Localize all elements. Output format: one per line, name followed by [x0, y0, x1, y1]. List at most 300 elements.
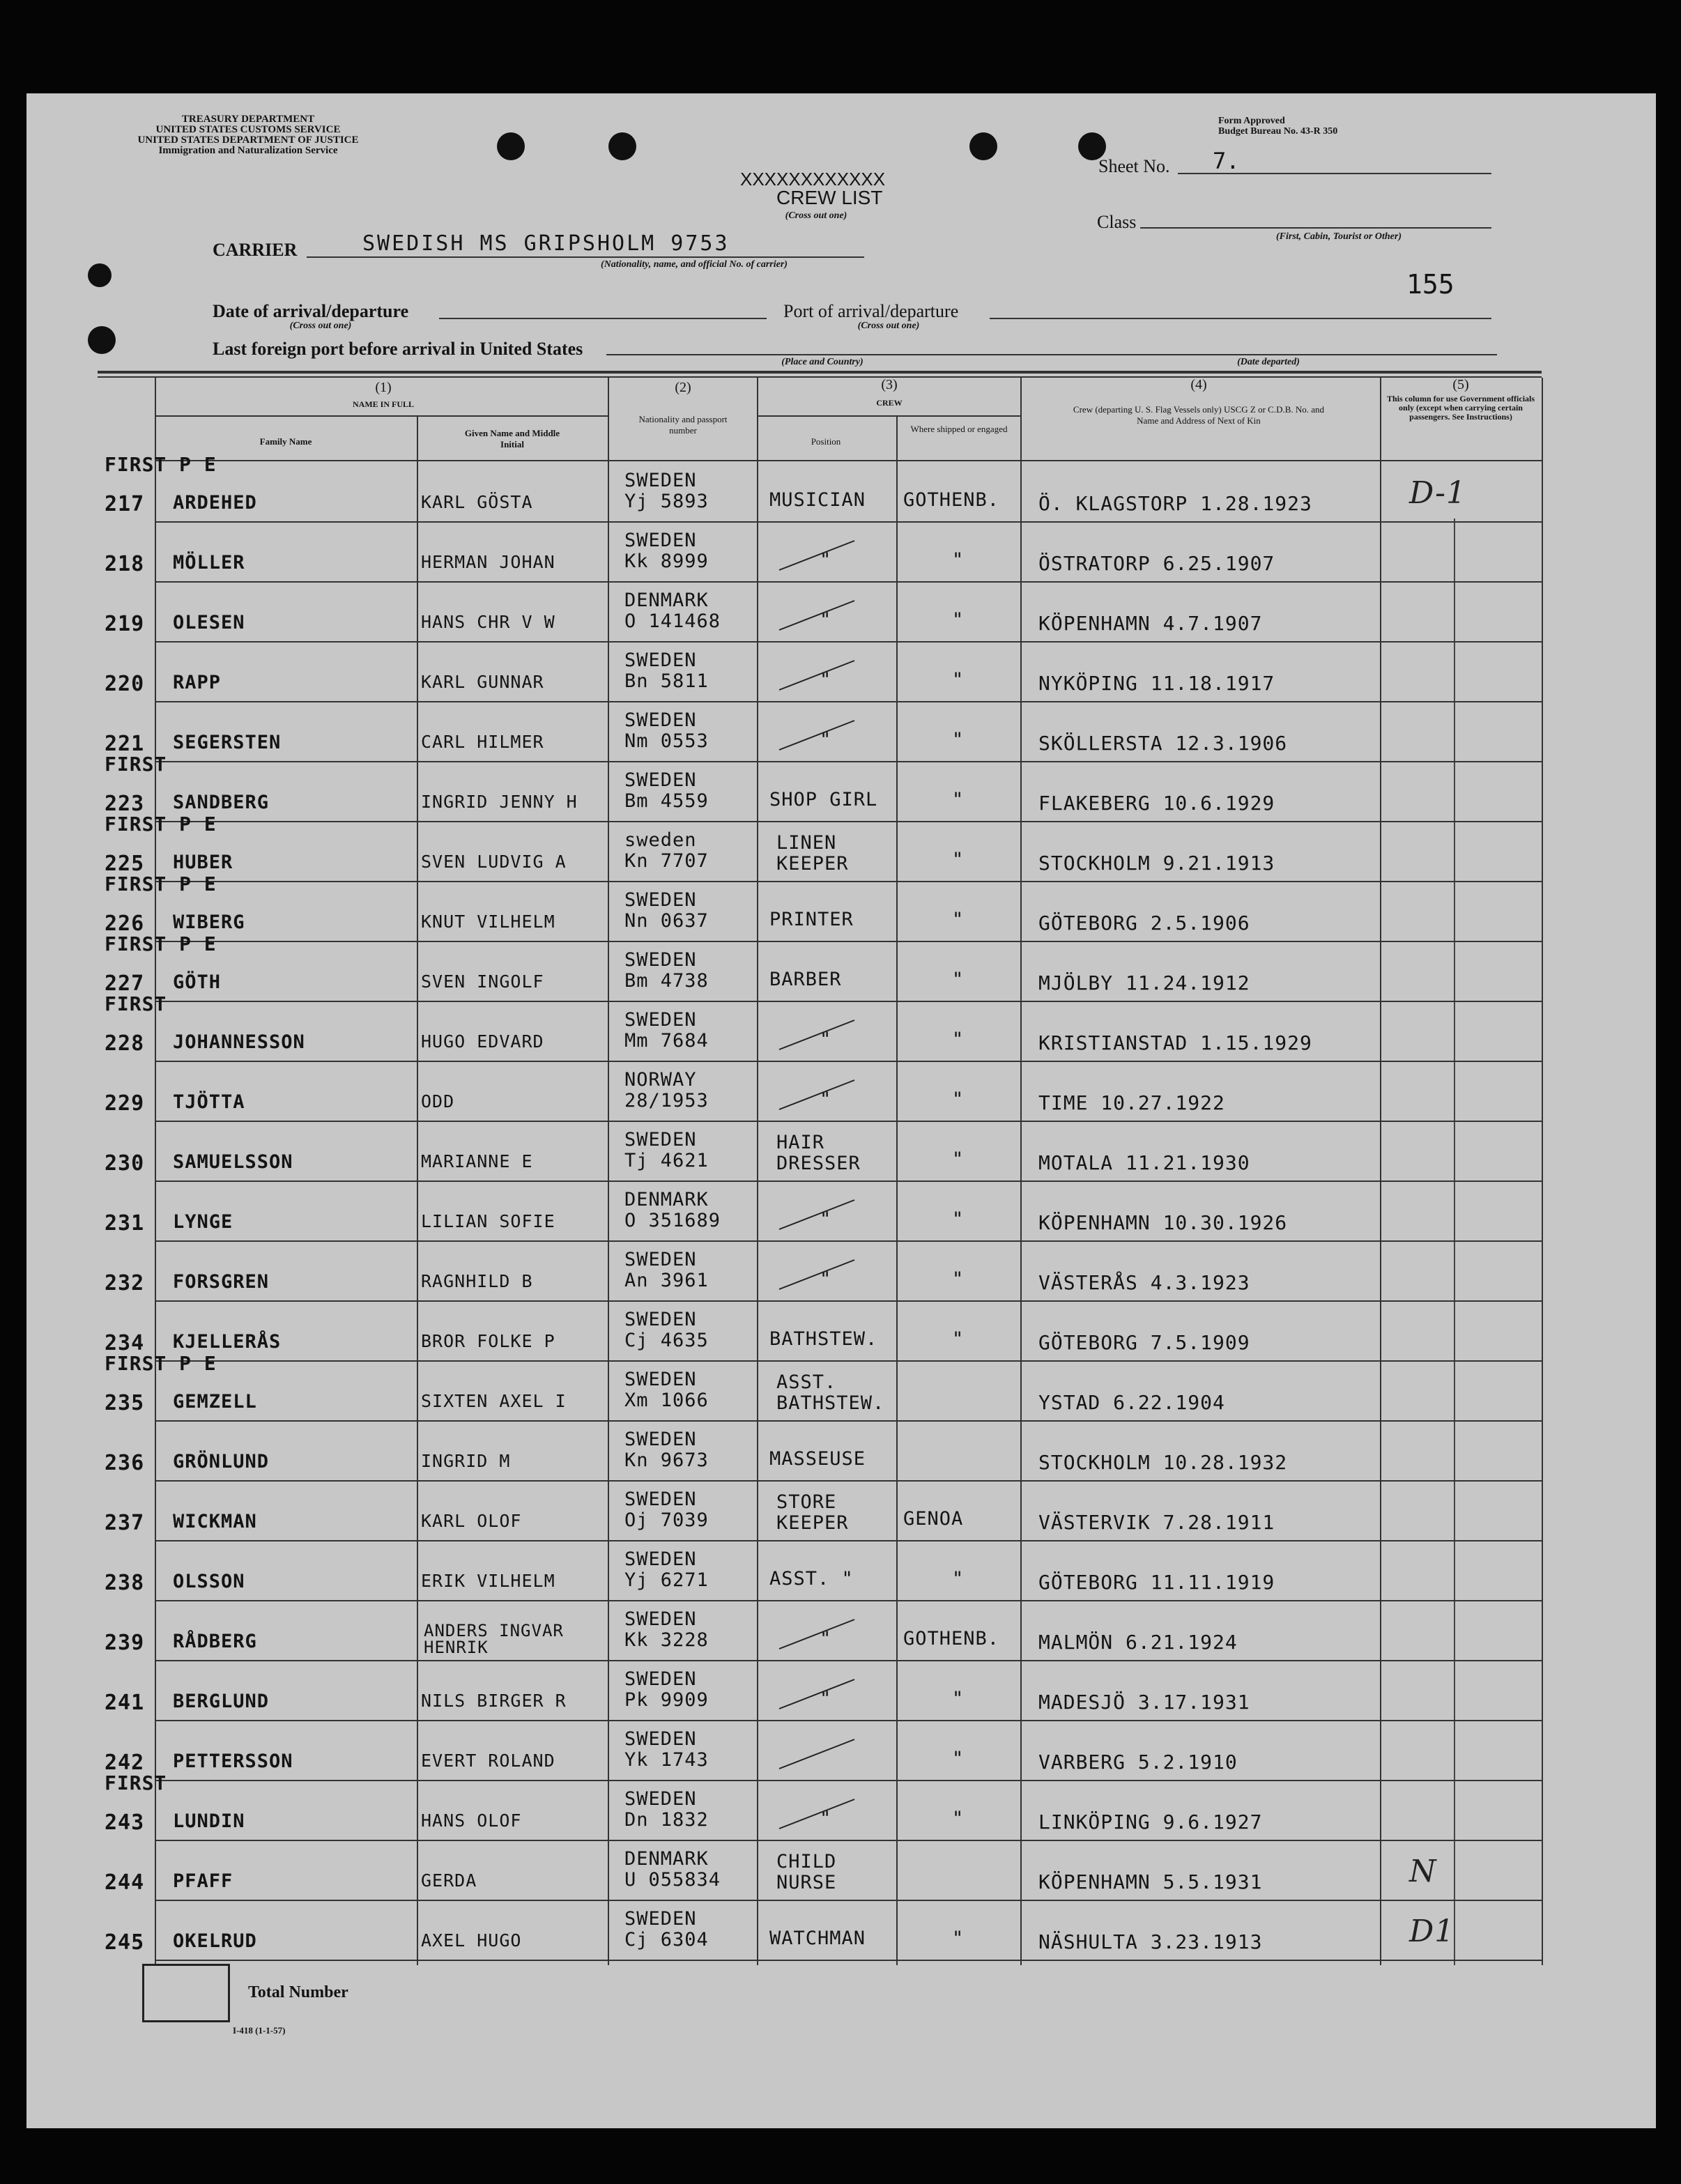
row-rule: [155, 1540, 1542, 1541]
slash-stroke: [779, 1260, 854, 1289]
col3-number: (3): [881, 377, 898, 392]
last-port-underline: [606, 354, 1497, 355]
given-name: HERMAN JOHAN: [421, 552, 555, 572]
family-name: LUNDIN: [173, 1810, 245, 1832]
col-rule: [608, 378, 609, 1965]
nationality: SWEDEN: [624, 1309, 697, 1330]
next-of-kin: VÄSTERVIK 7.28.1911: [1038, 1511, 1275, 1534]
passport-number: Kk 3228: [624, 1629, 709, 1651]
carrier-value: SWEDISH MS GRIPSHOLM 9753: [362, 231, 730, 256]
family-name: OKELRUD: [173, 1930, 257, 1952]
slash-stroke: [779, 1200, 854, 1229]
ditto-slash-mark: [775, 715, 859, 757]
family-name: RAPP: [173, 672, 222, 693]
row-rule: [155, 1240, 1542, 1242]
shipped-at: ": [952, 549, 965, 571]
family-name: SAMUELSSON: [173, 1151, 293, 1173]
approval-line: Form Approved: [1218, 116, 1285, 126]
row-rule: [155, 1061, 1542, 1062]
given-name: LILIAN SOFIE: [421, 1211, 555, 1231]
crew-number: 243: [105, 1810, 145, 1835]
col4-number: (4): [1190, 377, 1207, 392]
family-name: OLESEN: [173, 612, 245, 633]
position-line2: KEEPER: [776, 853, 849, 875]
row-rule: [155, 521, 1542, 523]
col3-sub-rule: [757, 415, 1020, 417]
position: ": [820, 669, 832, 691]
punch-hole: [88, 326, 116, 354]
slash-stroke: [779, 1020, 854, 1049]
passport-number: Cj 6304: [624, 1929, 709, 1951]
passport-number: Bm 4559: [624, 790, 709, 812]
passport-number: An 3961: [624, 1270, 709, 1291]
position-line2: KEEPER: [776, 1512, 849, 1534]
nationality: NORWAY: [624, 1069, 697, 1091]
row-rule: [155, 1600, 1542, 1601]
family-name: PETTERSSON: [173, 1751, 293, 1772]
passport-number: O 351689: [624, 1210, 721, 1231]
position-line2: BATHSTEW.: [776, 1392, 885, 1414]
given-name: GERDA: [421, 1870, 477, 1891]
shipped-at: ": [952, 609, 965, 631]
shipped-at: ": [952, 1688, 965, 1709]
row-rule: [155, 581, 1542, 583]
col5-number: (5): [1452, 377, 1469, 392]
last-port-label: Last foreign port before arrival in United States: [213, 339, 583, 359]
slash-stroke: [779, 1799, 854, 1829]
passport-number: O 141468: [624, 610, 721, 632]
nationality: SWEDEN: [624, 1009, 697, 1031]
next-of-kin: GÖTEBORG 7.5.1909: [1038, 1331, 1250, 1354]
crew-number: 217: [105, 492, 145, 516]
agency-line: TREASURY DEPARTMENT: [181, 114, 315, 125]
family-name: FORSGREN: [173, 1271, 270, 1293]
ditto-slash-mark: [775, 535, 859, 577]
class-note: FIRST P E: [105, 932, 217, 955]
passport-number: Nn 0637: [624, 910, 709, 932]
official-mark: D-1: [1409, 475, 1466, 511]
position-line2: DRESSER: [776, 1153, 861, 1174]
total-number-label: Total Number: [248, 1983, 348, 2001]
next-of-kin: MADESJÖ 3.17.1931: [1038, 1691, 1250, 1714]
next-of-kin: LINKÖPING 9.6.1927: [1038, 1810, 1263, 1833]
col5-pencil-rule: [1454, 518, 1455, 1965]
given-name: CARL HILMER: [421, 732, 544, 752]
given-name: ANDERS INGVAR: [424, 1621, 564, 1640]
crew-number: 237: [105, 1511, 145, 1535]
family-name: WIBERG: [173, 912, 245, 933]
passport-number: Yj 6271: [624, 1569, 709, 1591]
passport-number: Cj 4635: [624, 1330, 709, 1351]
punch-hole: [88, 263, 112, 287]
col-rule: [155, 378, 156, 1965]
ditto-slash-mark: [775, 1734, 859, 1776]
family-name: ARDEHED: [173, 492, 257, 514]
next-of-kin: FLAKEBERG 10.6.1929: [1038, 792, 1275, 815]
next-of-kin: KÖPENHAMN 5.5.1931: [1038, 1870, 1263, 1893]
col3-position-header: Position: [811, 436, 841, 447]
shipped-at: ": [952, 669, 965, 691]
shipped-at: ": [952, 1928, 965, 1949]
shipped-at: ": [952, 1748, 965, 1769]
position: ": [820, 1808, 832, 1829]
nationality: SWEDEN: [624, 649, 697, 671]
family-name: SEGERSTEN: [173, 732, 282, 753]
col-rule: [1380, 378, 1381, 1965]
given-name: SVEN INGOLF: [421, 971, 544, 992]
shipped-at: ": [952, 1808, 965, 1829]
slash-stroke: [779, 721, 854, 750]
next-of-kin: MALMÖN 6.21.1924: [1038, 1631, 1238, 1654]
port-label: Port of arrival/departure: [783, 301, 959, 321]
nationality: SWEDEN: [624, 530, 697, 551]
nationality: SWEDEN: [624, 1249, 697, 1270]
row-rule: [155, 701, 1542, 702]
family-name: OLSSON: [173, 1571, 245, 1592]
next-of-kin: MOTALA 11.21.1930: [1038, 1151, 1250, 1174]
date-note: (Cross out one): [289, 321, 352, 331]
given-name: MARIANNE E: [421, 1151, 533, 1171]
passport-number: Bn 5811: [624, 670, 709, 692]
class-note: FIRST P E: [105, 453, 217, 476]
position: ": [820, 549, 832, 571]
given-name: INGRID M: [421, 1451, 511, 1471]
given-name: AXEL HUGO: [421, 1930, 522, 1951]
ditto-slash-mark: [775, 1674, 859, 1716]
agency-block: [95, 114, 401, 156]
crew-number: 227: [105, 971, 145, 996]
row-rule: [155, 1121, 1542, 1122]
nationality: SWEDEN: [624, 1548, 697, 1570]
next-of-kin: SKÖLLERSTA 12.3.1906: [1038, 732, 1288, 755]
col5-title: This column for use Government officials only (except when carrying certain passengers. See Instructions): [1386, 394, 1535, 422]
table-top-rule: [98, 371, 1542, 374]
row-rule: [155, 1181, 1542, 1182]
next-of-kin: VARBERG 5.2.1910: [1038, 1751, 1238, 1774]
form-code: I-418 (1-1-57): [233, 2025, 286, 2036]
sheet-value: 7.: [1213, 148, 1240, 174]
official-mark: N: [1409, 1854, 1437, 1889]
row-rule: [155, 761, 1542, 762]
col1-given-header: Given Name and Middle Initial: [464, 428, 560, 449]
position: MUSICIAN: [769, 489, 866, 511]
crew-number: 228: [105, 1031, 145, 1056]
crew-number: 234: [105, 1331, 145, 1355]
passport-number: 28/1953: [624, 1090, 709, 1112]
passport-number: Yj 5893: [624, 491, 709, 512]
position: ": [820, 609, 832, 631]
nationality: SWEDEN: [624, 1668, 697, 1690]
row-rule: [155, 1720, 1542, 1721]
class-note: FIRST P E: [105, 872, 217, 895]
date-departed-note: (Date departed): [1237, 357, 1300, 367]
position: MASSEUSE: [769, 1448, 866, 1470]
shipped-at: ": [952, 729, 965, 751]
position: ": [820, 1688, 832, 1709]
row-rule: [155, 1480, 1542, 1482]
next-of-kin: KÖPENHAMN 4.7.1907: [1038, 612, 1263, 635]
row-rule: [155, 1780, 1542, 1781]
family-name: MÖLLER: [173, 552, 245, 574]
position: WATCHMAN: [769, 1928, 866, 1949]
nationality: DENMARK: [624, 590, 709, 611]
next-of-kin: GÖTEBORG 11.11.1919: [1038, 1571, 1275, 1594]
ditto-slash-mark: [775, 1614, 859, 1656]
crew-number: 220: [105, 672, 145, 696]
position: STORE: [776, 1491, 837, 1513]
position: ": [820, 729, 832, 751]
next-of-kin: Ö. KLAGSTORP 1.28.1923: [1038, 492, 1312, 515]
given-name: KNUT VILHELM: [421, 912, 555, 932]
col4-title: Crew (departing U. S. Flag Vessels only) USCG Z or C.D.B. No. and Name and Address of Next of Kin: [1073, 404, 1325, 426]
port-note: (Cross out one): [857, 321, 920, 331]
slash-stroke: [779, 1620, 854, 1649]
given-name: HUGO EDVARD: [421, 1031, 544, 1052]
position: PRINTER: [769, 909, 854, 930]
title-note: (Cross out one): [785, 210, 847, 221]
crew-number: 231: [105, 1211, 145, 1236]
given-name: BROR FOLKE P: [421, 1331, 555, 1351]
crew-number: 226: [105, 912, 145, 936]
family-name: BERGLUND: [173, 1691, 270, 1712]
passport-number: Tj 4621: [624, 1150, 709, 1171]
col-rule: [1020, 378, 1022, 1965]
total-number-box: [142, 1964, 230, 2022]
shipped-at: ": [952, 849, 965, 870]
agency-line: UNITED STATES CUSTOMS SERVICE: [155, 124, 341, 135]
crew-number: 236: [105, 1451, 145, 1475]
given-name: ERIK VILHELM: [421, 1571, 555, 1591]
nationality: SWEDEN: [624, 1429, 697, 1450]
given-name: KARL OLOF: [421, 1511, 522, 1531]
slash-stroke: [779, 1679, 854, 1709]
nationality: SWEDEN: [624, 1788, 697, 1810]
table-top-rule-2: [98, 376, 1542, 378]
nationality: SWEDEN: [624, 1608, 697, 1630]
crew-number: 219: [105, 612, 145, 636]
given-name: RAGNHILD B: [421, 1271, 533, 1291]
col-rule: [896, 415, 898, 1965]
row-rule: [155, 1360, 1542, 1362]
family-name: GÖTH: [173, 971, 222, 993]
shipped-at: ": [952, 1328, 965, 1350]
position: ": [820, 1089, 832, 1110]
family-name: WICKMAN: [173, 1511, 257, 1532]
nationality: SWEDEN: [624, 1129, 697, 1151]
shipped-at: GOTHENB.: [903, 1628, 1000, 1649]
given-name: HANS CHR V W: [421, 612, 555, 632]
nationality: sweden: [624, 829, 697, 851]
crew-number: 238: [105, 1571, 145, 1595]
ditto-slash-mark: [775, 1194, 859, 1236]
given-name-line2: HENRIK: [424, 1638, 489, 1657]
given-name: KARL GUNNAR: [421, 672, 544, 692]
position: HAIR: [776, 1132, 825, 1153]
shipped-at: ": [952, 1148, 965, 1170]
nationality: SWEDEN: [624, 889, 697, 911]
page-number: 155: [1406, 269, 1454, 300]
col3-title: CREW: [876, 398, 903, 408]
sheet-label: Sheet No.: [1098, 156, 1170, 176]
position: SHOP GIRL: [769, 789, 878, 810]
col1-title: NAME IN FULL: [352, 399, 414, 409]
carrier-label: CARRIER: [213, 240, 298, 260]
row-rule: [155, 641, 1542, 643]
nationality: SWEDEN: [624, 949, 697, 971]
shipped-at: ": [952, 1029, 965, 1050]
date-label: Date of arrival/departure: [213, 301, 409, 321]
date-underline: [439, 318, 767, 319]
shipped-at: ": [952, 1208, 965, 1230]
position: ASST. ": [769, 1568, 854, 1590]
position: BARBER: [769, 969, 842, 990]
col3-shipped-header: Where shipped or engaged: [910, 424, 1008, 434]
next-of-kin: KRISTIANSTAD 1.15.1929: [1038, 1031, 1312, 1054]
shipped-at: ": [952, 969, 965, 990]
shipped-at: GOTHENB.: [903, 489, 1000, 511]
next-of-kin: NYKÖPING 11.18.1917: [1038, 672, 1275, 695]
shipped-at: ": [952, 1568, 965, 1590]
col1-number: (1): [375, 380, 392, 395]
family-name: HUBER: [173, 852, 233, 873]
family-name: RÅDBERG: [173, 1631, 257, 1652]
position-line2: NURSE: [776, 1872, 837, 1893]
nationality: SWEDEN: [624, 1908, 697, 1930]
col2-number: (2): [675, 380, 691, 395]
position: LINEN: [776, 832, 837, 854]
family-name: JOHANNESSON: [173, 1031, 305, 1053]
given-name: INGRID JENNY H: [421, 792, 578, 812]
next-of-kin: NÄSHULTA 3.23.1913: [1038, 1930, 1263, 1953]
punch-hole: [608, 132, 636, 160]
class-note: FIRST: [105, 992, 167, 1015]
crew-number: 232: [105, 1271, 145, 1295]
passport-number: Xm 1066: [624, 1390, 709, 1411]
next-of-kin: ÖSTRATORP 6.25.1907: [1038, 552, 1275, 575]
passport-number: Kn 9673: [624, 1449, 709, 1471]
row-rule: [155, 1660, 1542, 1661]
shipped-at: ": [952, 1268, 965, 1290]
row-rule: [155, 1001, 1542, 1002]
crew-number: 241: [105, 1691, 145, 1715]
slash-stroke: [779, 541, 854, 570]
col-rule: [757, 378, 758, 1965]
approval-line: Budget Bureau No. 43-R 350: [1218, 126, 1338, 137]
header-bottom-rule: [155, 460, 1542, 461]
next-of-kin: KÖPENHAMN 10.30.1926: [1038, 1211, 1288, 1234]
nationality: SWEDEN: [624, 769, 697, 791]
carrier-note: (Nationality, name, and official No. of carrier): [601, 259, 788, 270]
ditto-slash-mark: [775, 595, 859, 637]
family-name: TJÖTTA: [173, 1091, 245, 1113]
nationality: SWEDEN: [624, 709, 697, 731]
crew-number: 225: [105, 852, 145, 876]
family-name: GEMZELL: [173, 1391, 257, 1413]
passport-number: U 055834: [624, 1869, 721, 1891]
row-rule: [155, 1420, 1542, 1422]
ditto-slash-mark: [775, 1254, 859, 1296]
col-rule: [1542, 378, 1543, 1965]
port-underline: [990, 318, 1491, 319]
place-note: (Place and Country): [781, 357, 863, 367]
crew-number: 221: [105, 732, 145, 756]
agency-line: UNITED STATES DEPARTMENT OF JUSTICE: [137, 134, 359, 146]
next-of-kin: STOCKHOLM 9.21.1913: [1038, 852, 1275, 875]
next-of-kin: TIME 10.27.1922: [1038, 1091, 1225, 1114]
given-name: NILS BIRGER R: [421, 1691, 567, 1711]
col1-sub-rule: [155, 415, 608, 417]
shipped-at: ": [952, 909, 965, 930]
passport-number: Dn 1832: [624, 1809, 709, 1831]
agency-line: Immigration and Naturalization Service: [158, 145, 338, 156]
passport-number: Bm 4738: [624, 970, 709, 992]
row-rule: [155, 1840, 1542, 1841]
row-rule: [155, 1960, 1542, 1961]
passport-number: Oj 7039: [624, 1509, 709, 1531]
class-underline: [1140, 227, 1491, 229]
punch-hole: [497, 132, 525, 160]
family-name: LYNGE: [173, 1211, 233, 1233]
class-note: FIRST P E: [105, 1352, 217, 1375]
ditto-slash-mark: [775, 655, 859, 697]
nationality: SWEDEN: [624, 1489, 697, 1510]
row-rule: [155, 1900, 1542, 1901]
slash-stroke: [779, 661, 854, 690]
given-name: EVERT ROLAND: [421, 1751, 555, 1771]
shipped-at: ": [952, 1089, 965, 1110]
carrier-underline: [307, 256, 864, 258]
class-note: FIRST P E: [105, 813, 217, 836]
passport-number: Mm 7684: [624, 1030, 709, 1052]
position: ASST.: [776, 1371, 837, 1393]
row-rule: [155, 881, 1542, 882]
nationality: DENMARK: [624, 1189, 709, 1210]
class-label: Class: [1097, 212, 1137, 232]
crew-number: 242: [105, 1751, 145, 1775]
nationality: SWEDEN: [624, 1369, 697, 1390]
next-of-kin: MJÖLBY 11.24.1912: [1038, 971, 1250, 994]
next-of-kin: YSTAD 6.22.1904: [1038, 1391, 1225, 1414]
family-name: KJELLERÅS: [173, 1331, 282, 1353]
approval-block: [1218, 116, 1337, 137]
next-of-kin: GÖTEBORG 2.5.1906: [1038, 912, 1250, 935]
passport-number: Kk 8999: [624, 551, 709, 572]
position: ": [820, 1029, 832, 1050]
given-name: HANS OLOF: [421, 1810, 522, 1831]
nationality: DENMARK: [624, 1848, 709, 1870]
position: ": [820, 1268, 832, 1290]
row-rule: [155, 941, 1542, 942]
given-name: SVEN LUDVIG A: [421, 852, 567, 872]
given-name: SIXTEN AXEL I: [421, 1391, 567, 1411]
crew-number: 235: [105, 1391, 145, 1415]
col-rule: [417, 415, 418, 1965]
shipped-at: ": [952, 789, 965, 810]
class-note: FIRST: [105, 1771, 167, 1794]
form-title: CREW LIST: [776, 187, 883, 208]
crew-number: 230: [105, 1151, 145, 1176]
passport-number: Nm 0553: [624, 730, 709, 752]
position: ": [820, 1628, 832, 1649]
next-of-kin: STOCKHOLM 10.28.1932: [1038, 1451, 1288, 1474]
family-name: SANDBERG: [173, 792, 270, 813]
family-name: PFAFF: [173, 1870, 233, 1892]
punch-hole: [969, 132, 997, 160]
passport-number: Pk 9909: [624, 1689, 709, 1711]
row-rule: [155, 1300, 1542, 1302]
given-name: KARL GÖSTA: [421, 492, 533, 512]
passport-number: Yk 1743: [624, 1749, 709, 1771]
